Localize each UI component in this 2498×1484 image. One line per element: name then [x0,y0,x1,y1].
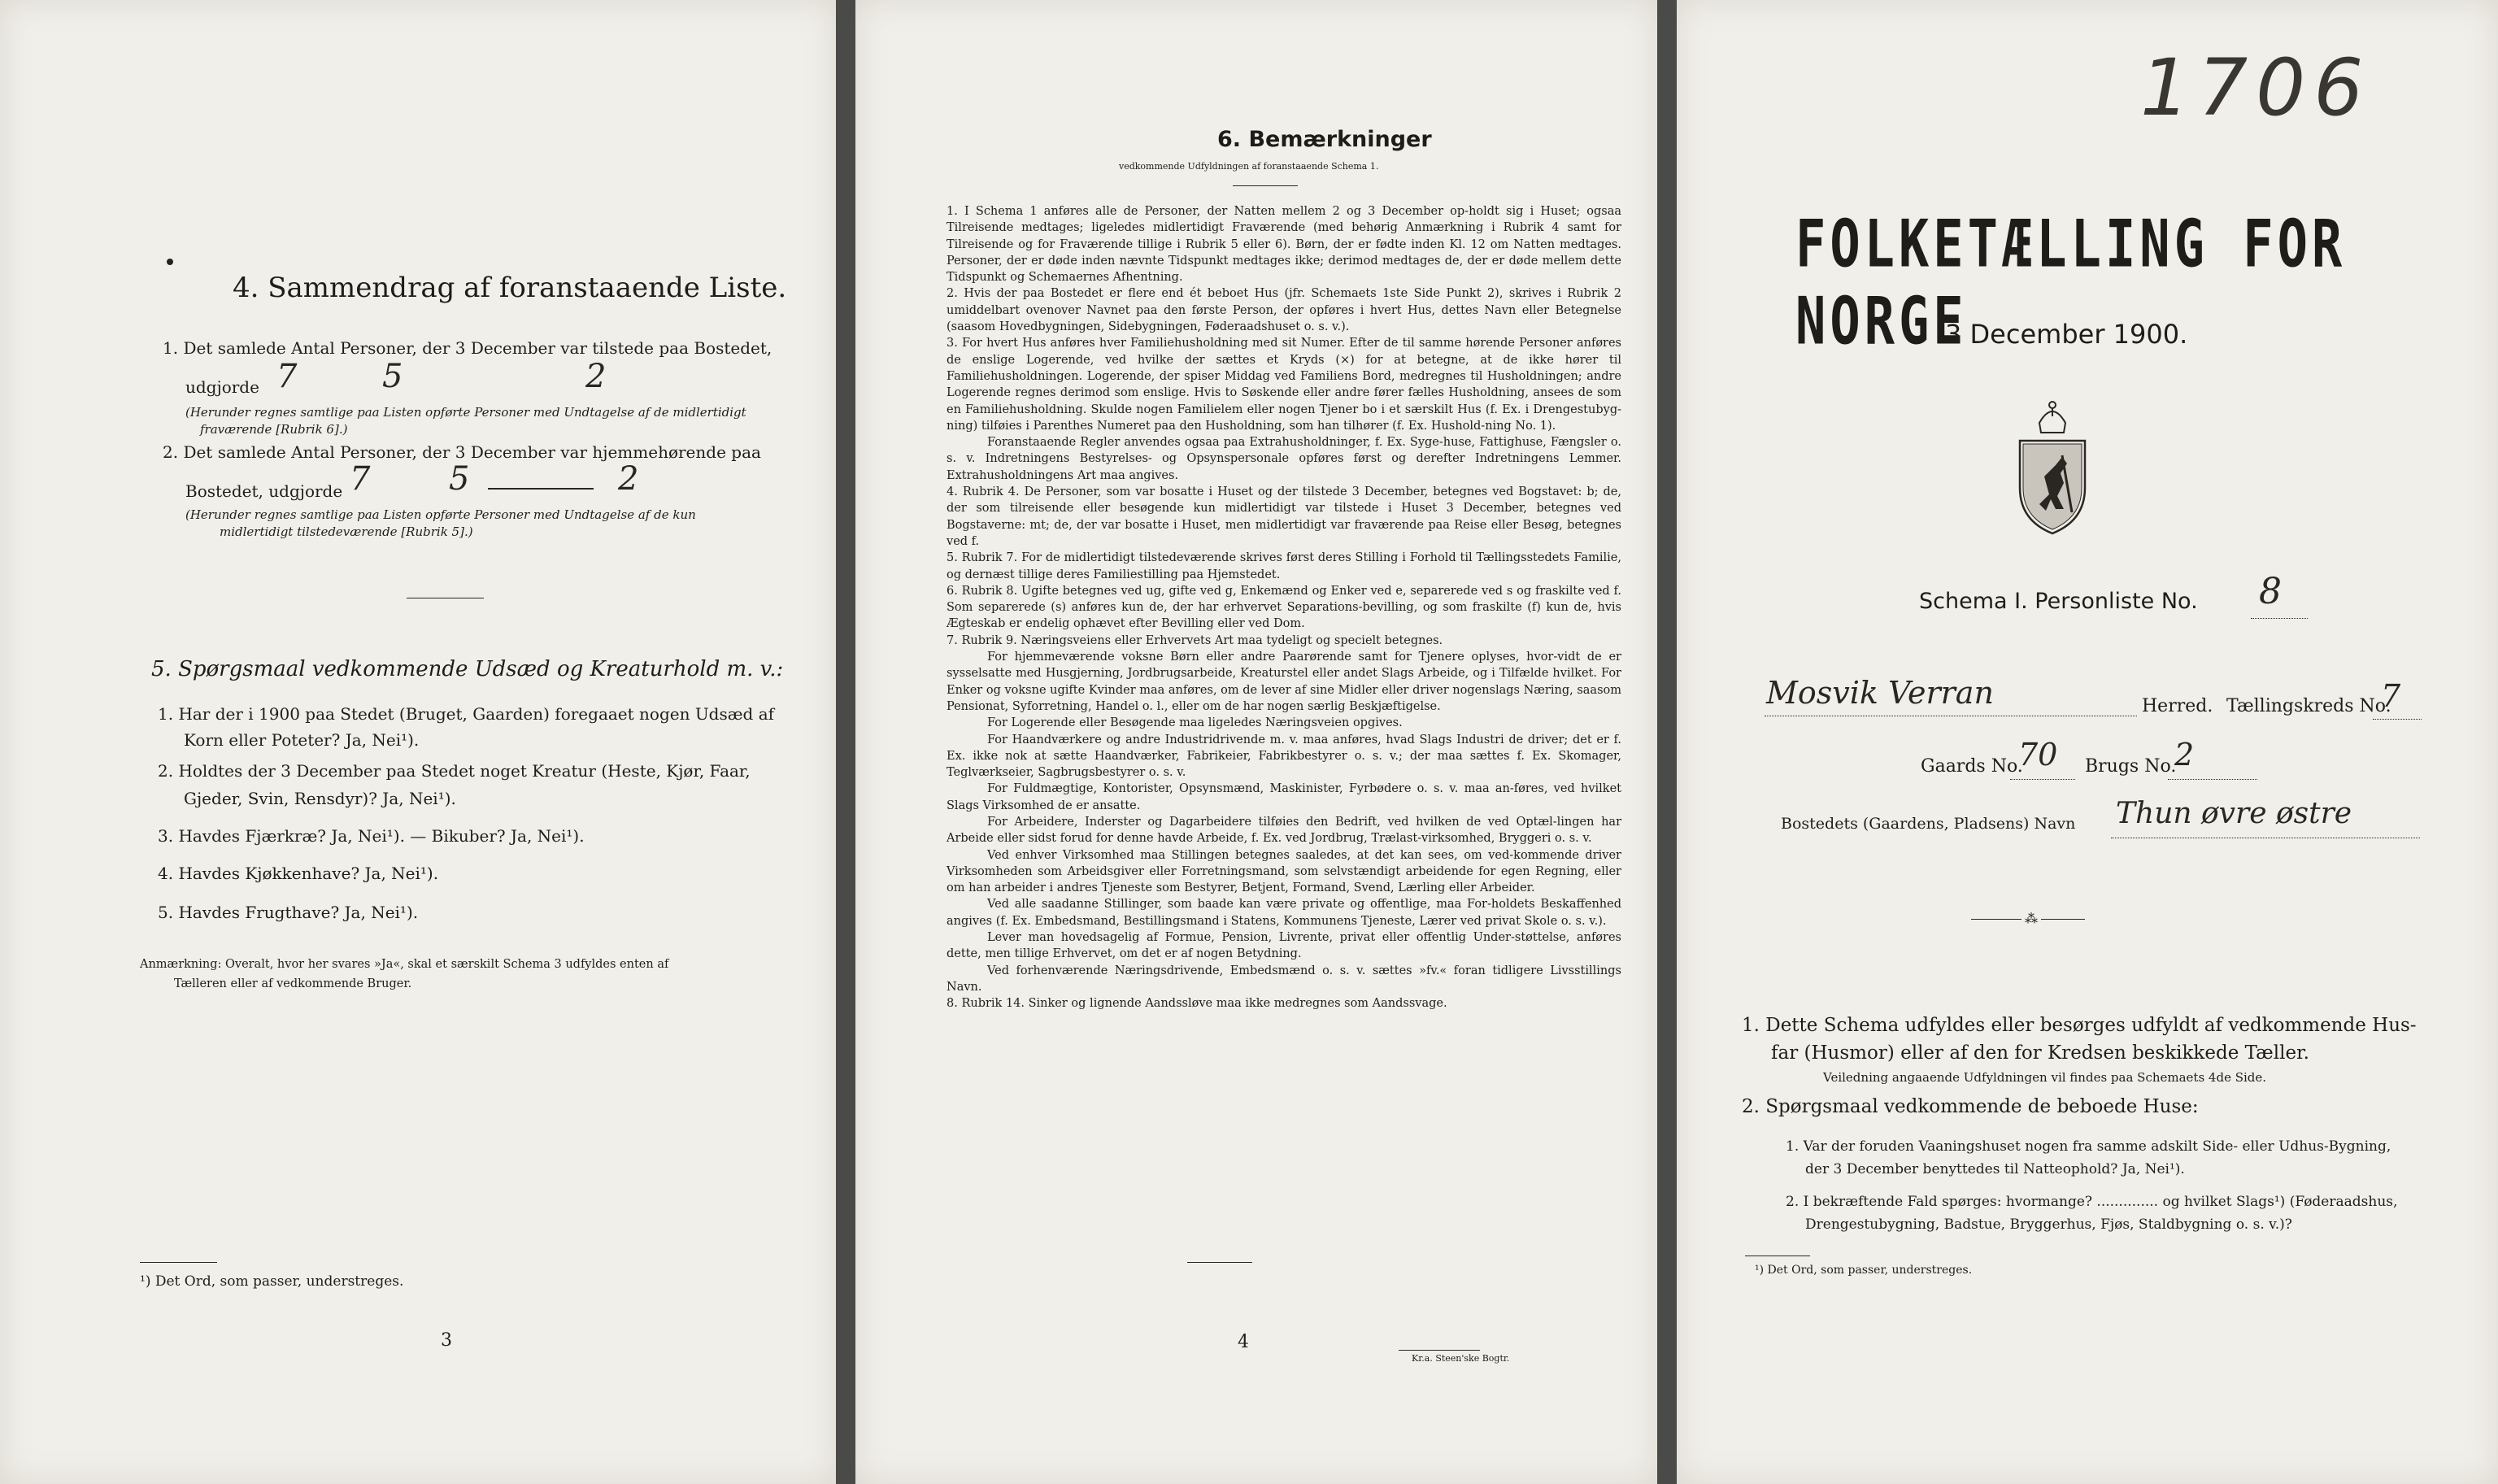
remarks-list [947,203,1621,1012]
s4-q2-note-2: midlertidigt tilstedeværende [Rubrik 5].) [220,524,473,539]
remark-4: 4. Rubrik 4. De Personer, som var bosatte i Huset og der tilstede 3 December, betegnes ved Bogstavet: b; de, der som tilreisende eller besøgende kun midlertidigt var tilstede i Huset 3 December, betegnes ved Bogstaverne: mt; de, der var bosatte i Huset, men midlertidigt var fraværende paa Reise eller Besøg, betegnes ved f. [947,485,1621,548]
footnote: ¹) Det Ord, som passer, understreges. [140,1273,404,1290]
printer-rule [1399,1350,1480,1351]
s4-q2-line2-prefix: Bostedet, udgjorde [185,481,343,501]
remark-3: 3. For hvert Hus anføres hver Familiehusholdning med sit Numer. Efter de til samme hørende Personer anføres de enslige Logerende, ved hvilke der sættes et Kryds (×) for at betegne, at de ikke hører til Familiehusholdningen. Logerende, der spiser Middag ved Familiens Bord, medregnes til Husholdningen; andre Logerende regnes derimod som enslige. Hvis to Søskende eller andre fører fælles Husholdning, ansees de som en Familiehusholdning. Skulde nogen Familielem eller nogen Tjener bo i et særskilt Hus (f. Ex. i Drengestubyg-ning) tilføies i Parenthes Numeret paa den Husholdning, som han tilhører (f. Ex. Hushold-ning No. 1). [947,337,1621,433]
remark-7-f: Ved enhver Virksomhed maa Stillingen betegnes saaledes, at det kan sees, om ved-kommende driver Virksomheden som Arbeidsgiver eller Forretningsmand, som selvstændigt arbeidende for egen Regning, eller om han arbeider i andres Tjeneste som Bestyrer, Betjent, Formand, Svend, Lærling eller Arbeider. [947,848,1621,895]
anmaerkning-line1: Anmærkning: Overalt, hvor her svares »Ja«, skal et særskilt Schema 3 udfyldes enten af [140,958,669,971]
instruction-2: 2. Spørgsmaal vedkommende de beboede Huse: [1742,1096,2199,1117]
s5-q1-line2: Korn eller Poteter? Ja, Nei¹). [184,730,420,750]
page-number: 3 [441,1330,452,1351]
s4-q1-value-1: 7 [276,358,298,395]
remark-6: 6. Rubrik 8. Ugifte betegnes ved ug, gifte ved g, Enkemænd og Enker ved e, separerede ved s og fraskilte ved f. Som separerede (s) anføres kun de, der har erhvervet Separations-bevilling, og som fraskilte (f) kun de, hvis Ægteskab er endelig ophævet efter Bevilling eller ved Dom. [947,584,1621,631]
schema-number-line [2251,618,2308,619]
remark-2: 2. Hvis der paa Bostedet er flere end ét beboet Hus (jfr. Schemaets 1ste Side Punkt 2), skrives i Rubrik 2 umiddelbart ovenover Navnet paa den første Person, der opføres i hvert Hus, dettes Navn eller Betegnelse (saasom Hovedbygningen, Sidebygningen, Føderaadshuset o. s. v.). [947,287,1621,334]
remark-3-extra: Foranstaaende Regler anvendes ogsaa paa Extrahusholdninger, f. Ex. Syge-huse, Fattighuse, Fængsler o. s. v. Indretningens Bestyrelses- og Opsynspersonale opføres først og derefter Indretningens Lemmer. Extrahusholdningens Art maa angives. [947,436,1621,482]
schema-number: 8 [2259,571,2282,612]
bosted-label: Bostedets (Gaardens, Pladsens) Navn [1781,815,2076,833]
remark-7-e: For Arbeidere, Inderster og Dagarbeidere tilføies den Bedrift, ved hvilken de ved Optæl-lingen har Arbeide eller sidst forud for denne havde Arbeide, f. Ex. ved Jordbrug, Trælast-virksomhed, Bryggeri o. s. v. [947,815,1621,846]
gaards-line [2010,779,2075,780]
end-rule [1187,1262,1252,1263]
s4-q1-line1: 1. Det samlede Antal Personer, der 3 December var tilstede paa Bostedet, [163,338,772,358]
instruction-2-q1-line2: der 3 December benyttedes til Natteophold? Ja, Nei¹). [1805,1161,2185,1177]
kreds-value: 7 [2381,678,2401,714]
remark-5: 5. Rubrik 7. For de midlertidigt tilstedeværende skrives først deres Stilling i Forhold til Tællingsstedets Familie, og dernæst tillige deres Familiestilling paa Hjemstedet. [947,551,1621,581]
remark-7-a: For hjemmeværende voksne Børn eller andre Paarørende samt for Tjenere oplyses, hvor-vidt de er sysselsatte med Husgjerning, Jordbrugsarbeide, Kreaturstel eller andet Slags Arbeide, og i Tilfælde hvilket. For Enker og voksne ugifte Kvinder maa anføres, om de lever af sine Midler eller driver nogenslags Næring, saasom Pensionat, Syforretning, Handel o. l., eller om de har nogen særlig Beskjæftigelse. [947,651,1621,713]
brugs-value: 2 [2174,737,2195,772]
page-3 [0,0,836,1484]
kreds-line [2373,719,2422,720]
brugs-label: Brugs No. [2085,756,2177,777]
printer-imprint: Kr.a. Steen'ske Bogtr. [1412,1353,1510,1364]
s5-q1-line1: 1. Har der i 1900 paa Stedet (Bruget, Gaarden) foregaaet nogen Udsæd af [158,704,775,724]
remark-7: 7. Rubrik 9. Næringsveiens eller Erhvervets Art maa tydeligt og specielt betegnes. [947,633,1443,647]
instruction-2-q2-line2: Drengestubygning, Badstue, Bryggerhus, Fjøs, Staldbygning o. s. v.)? [1805,1216,2292,1233]
footnote: ¹) Det Ord, som passer, understreges. [1755,1264,1973,1277]
s5-q2-line1: 2. Holdtes der 3 December paa Stedet noget Kreatur (Heste, Kjør, Faar, [158,761,751,781]
norwegian-coat-of-arms-icon [2015,398,2090,538]
divider-ornament: ⁂ [2021,911,2041,926]
remark-8: 8. Rubrik 14. Sinker og lignende Aandssløve maa ikke medregnes som Aandssvage. [947,997,1447,1011]
remark-7-c: For Haandværkere og andre Industridrivende m. v. maa anføres, hvad Slags Industri de driver; det er f. Ex. ikke nok at sætte Haandværker, Fabrikeier, Fabrikbestyrer o. s. v.; der maa sættes f. Ex. Skomager, Teglværkseier, Sagbrugsbestyrer o. s. v. [947,733,1621,780]
section-4-title: 4. Sammendrag af foranstaaende Liste. [233,272,787,304]
schema-label: Schema I. Personliste No. [1919,589,2198,614]
s5-q4: 4. Havdes Kjøkkenhave? Ja, Nei¹). [158,864,439,883]
census-date: 3 December 1900. [1945,319,2188,350]
page-1-cover [1677,0,2498,1484]
page-4 [855,0,1657,1484]
dash-line [488,488,594,490]
s5-q3: 3. Havdes Fjærkræ? Ja, Nei¹). — Bikuber? Ja, Nei¹). [158,826,585,846]
footnote-rule [140,1262,217,1263]
s4-q1-value-2: 5 [382,358,403,395]
s5-q5: 5. Havdes Frugthave? Ja, Nei¹). [158,903,419,922]
s5-q2-line2: Gjeder, Svin, Rensdyr)? Ja, Nei¹). [184,789,456,808]
s4-q2-line1: 2. Det samlede Antal Personer, der 3 December var hjemmehørende paa [163,442,761,462]
remark-7-g: Ved alle saadanne Stillinger, som baade kan være private og offentlige, maa For-holdets Beskaffenhed angives (f. Ex. Embedsmand, Bestillingsmand i Statens, Kommunens Tjeneste, Lærer ved privat Skole o. s. v.). [947,898,1621,928]
s4-q1-value-3: 2 [585,358,607,395]
remark-1: 1. I Schema 1 anføres alle de Personer, der Natten mellem 2 og 3 December op-holdt sig i Huset; ogsaa Tilreisende medtages; ligeledes midlertidigt Fraværende (med behørig Anmærkning i Rubrik 4 samt for Tilreisende og for Fraværende tillige i Rubrik 5 eller 6). Børn, der er fødte inden Kl. 12 om Natten medtages. Personer, der er døde inden nævnte Tidspunkt medtages ikke; derimod medtages de, der er døde mellem dette Tidspunkt og Schemaernes Afhentning. [947,205,1621,285]
bemaerkninger-title: 6. Bemærkninger [1217,127,1432,152]
title-rule [1233,185,1298,186]
document-title: FOLKETÆLLING FOR NORGE [1795,205,2347,359]
herred-label: Herred. [2142,696,2213,716]
remark-7-b: For Logerende eller Besøgende maa ligeledes Næringsveien opgives. [987,716,1403,730]
anmaerkning-line2: Tælleren eller af vedkommende Bruger. [174,977,412,990]
herred-value: Mosvik Verran [1766,675,1994,711]
s4-q1-note-1: (Herunder regnes samtlige paa Listen opførte Personer med Undtagelse af de midlertidigt [185,405,746,420]
section-5-title: 5. Spørgsmaal vedkommende Udsæd og Kreaturhold m. v.: [151,657,784,681]
gaards-label: Gaards No. [1921,756,2023,777]
s4-q2-value-2: 5 [449,460,470,498]
s4-q2-value-1: 7 [350,460,371,498]
kreds-label: Tællingskreds No. [2226,696,2391,716]
instruction-2-q2-line1: 2. I bekræftende Fald spørges: hvormange? .............. og hvilket Slags¹) (Føderaadshus, [1786,1194,2398,1210]
brugs-line [2168,779,2257,780]
remark-7-d: For Fuldmægtige, Kontorister, Opsynsmænd, Maskinister, Fyrbødere o. s. v. maa an-føres, ved hvilket Slags Virksomhed de er ansatte. [947,782,1621,812]
s4-q1-note-2: fraværende [Rubrik 6].) [200,422,348,437]
s4-q2-note-1: (Herunder regnes samtlige paa Listen opførte Personer med Undtagelse af de kun [185,507,696,522]
instruction-1-line1: 1. Dette Schema udfyldes eller besørges udfyldt af vedkommende Hus- [1742,1015,2417,1036]
instruction-2-q1-line1: 1. Var der foruden Vaaningshuset nogen fra samme adskilt Side- eller Udhus-Bygning, [1786,1138,2391,1155]
remark-7-i: Ved forhenværende Næringsdrivende, Embedsmænd o. s. v. sættes »fv.« foran tidligere Livsstillings Navn. [947,964,1621,994]
bemaerkninger-subtitle: vedkommende Udfyldningen af foranstaaende Schema 1. [1119,161,1379,172]
bosted-value: Thun øvre østre [2116,797,2352,830]
s4-q1-line2-prefix: udgjorde [185,377,259,397]
instruction-1-note: Veiledning angaaende Udfyldningen vil findes paa Schemaets 4de Side. [1823,1070,2267,1085]
remark-7-h: Lever man hovedsagelig af Formue, Pension, Livrente, privat eller offentlig Under-støttelse, anføres dette, men tillige Erhvervet, om det er af nogen Betydning. [947,931,1621,961]
gaards-value: 70 [2018,737,2058,772]
ink-dot [167,259,173,265]
s4-q2-value-3: 2 [618,460,639,498]
instruction-1-line2: far (Husmor) eller af den for Kredsen beskikkede Tæller. [1771,1042,2309,1064]
page-number: 4 [1238,1332,1249,1352]
archive-number: 1706 [2140,42,2372,133]
